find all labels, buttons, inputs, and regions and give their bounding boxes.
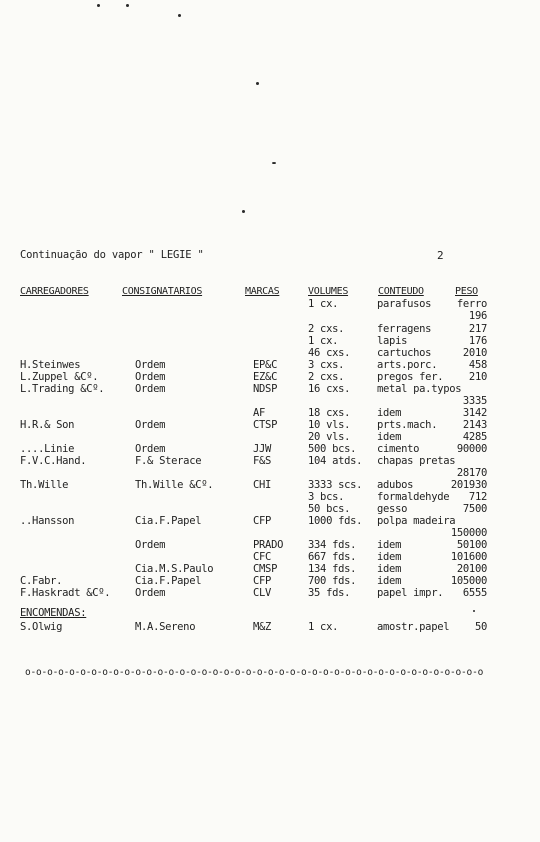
volumes-cell: 104 atds. [308, 455, 363, 467]
conteudo-cell: adubos [377, 479, 414, 491]
peso-cell: 28170 [456, 467, 487, 479]
carregador-cell: F.Haskradt &Cº. [20, 587, 111, 599]
conteudo-cell: lapis [377, 335, 408, 347]
consignatario-cell: Th.Wille &Cº. [135, 479, 214, 491]
marca-cell: CFC [253, 551, 272, 563]
column-header-conteudo: CONTEUDO [378, 286, 424, 297]
consignatario-cell: Cia.M.S.Paulo [135, 563, 214, 575]
consignatario-cell: Ordem [135, 419, 166, 431]
peso-cell: 217 [468, 323, 487, 335]
consignatario-cell: Cia.F.Papel [135, 575, 202, 587]
conteudo-cell: metal pa.typos [377, 383, 462, 395]
carregador-cell: H.Steinwes [20, 359, 81, 371]
volumes-cell: 1000 fds. [308, 515, 363, 527]
marca-cell: CFP [253, 515, 272, 527]
volumes-cell: 46 cxs. [308, 347, 351, 359]
separator-line: o-o-o-o-o-o-o-o-o-o-o-o-o-o-o-o-o-o-o-o-o-o-o-o-o-o-o-o-o-o-o-o-o-o-o-o-o-o-o-o-o-o [25, 667, 484, 678]
peso-cell: 150000 [450, 527, 487, 539]
peso-cell: 712 [468, 491, 487, 503]
peso-cell: 4285 [462, 431, 487, 443]
document-title: Continuação do vapor " LEGIE " [20, 249, 204, 261]
volumes-cell: 1 cx. [308, 298, 339, 310]
column-header-marcas: MARCAS [245, 286, 280, 297]
peso-cell: 20100 [456, 563, 487, 575]
consignatario-cell: Ordem [135, 371, 166, 383]
carregador-cell: L.Trading &Cº. [20, 383, 105, 395]
volumes-cell: 3 cxs. [308, 359, 345, 371]
column-header-volumes: VOLUMES [308, 286, 349, 297]
peso-cell: 210 [468, 371, 487, 383]
marca-cell: EZ&C [253, 371, 278, 383]
peso-cell: 3142 [462, 407, 487, 419]
conteudo-cell: polpa madeira [377, 515, 456, 527]
carregador-cell: H.R.& Son [20, 419, 75, 431]
volumes-cell: 334 fds. [308, 539, 357, 551]
volumes-cell: 700 fds. [308, 575, 357, 587]
volumes-cell: 1 cx. [308, 335, 339, 347]
conteudo-cell: parafusos [377, 298, 432, 310]
consignatario-cell: Ordem [135, 383, 166, 395]
marca-cell: M&Z [253, 621, 272, 633]
peso-cell: 105000 [450, 575, 487, 587]
conteudo-cell: prts.mach. [377, 419, 438, 431]
conteudo-cell: chapas pretas [377, 455, 456, 467]
peso-cell: 7500 [462, 503, 487, 515]
volumes-cell: 1 cx. [308, 621, 339, 633]
conteudo-cell: formaldehyde [377, 491, 450, 503]
volumes-cell: 667 fds. [308, 551, 357, 563]
conteudo-cell: papel impr. [377, 587, 444, 599]
volumes-cell: 10 vls. [308, 419, 351, 431]
page-number: 2 [437, 249, 444, 262]
marca-cell: NDSP [253, 383, 278, 395]
conteudo-cell: cartuchos [377, 347, 432, 359]
peso-cell: 2010 [462, 347, 487, 359]
conteudo-cell: idem [377, 407, 402, 419]
marca-cell: CHI [253, 479, 272, 491]
volumes-cell: 2 cxs. [308, 323, 345, 335]
consignatario-cell: Ordem [135, 587, 166, 599]
carregador-cell: Th.Wille [20, 479, 69, 491]
marca-cell: JJW [253, 443, 272, 455]
carregador-cell: F.V.C.Hand. [20, 455, 87, 467]
peso-cell: 458 [468, 359, 487, 371]
carregador-cell: ENCOMENDAS: [20, 607, 87, 619]
peso-cell: 90000 [456, 443, 487, 455]
column-header-carregadores: CARREGADORES [20, 286, 89, 297]
conteudo-cell: gesso [377, 503, 408, 515]
consignatario-cell: F.& Sterace [135, 455, 202, 467]
conteudo-cell: pregos fer. [377, 371, 444, 383]
volumes-cell: 2 cxs. [308, 371, 345, 383]
marca-cell: F&S [253, 455, 272, 467]
volumes-cell: 20 vls. [308, 431, 351, 443]
peso-cell: 2143 [462, 419, 487, 431]
volumes-cell: 3333 scs. [308, 479, 363, 491]
peso-cell: 176 [468, 335, 487, 347]
consignatario-cell: M.A.Sereno [135, 621, 196, 633]
consignatario-cell: Ordem [135, 359, 166, 371]
carregador-cell: C.Fabr. [20, 575, 63, 587]
conteudo-cell: ferragens [377, 323, 432, 335]
volumes-cell: 16 cxs. [308, 383, 351, 395]
peso-cell: ferro [456, 298, 487, 310]
volumes-cell: 18 cxs. [308, 407, 351, 419]
consignatario-cell: Ordem [135, 539, 166, 551]
carregador-cell: ....Linie [20, 443, 75, 455]
peso-cell: 101600 [450, 551, 487, 563]
peso-cell: 50 [474, 621, 487, 633]
conteudo-cell: arts.porc. [377, 359, 438, 371]
marca-cell: EP&C [253, 359, 278, 371]
carregador-cell: S.Olwig [20, 621, 63, 633]
conteudo-cell: idem [377, 539, 402, 551]
conteudo-cell: idem [377, 431, 402, 443]
conteudo-cell: idem [377, 551, 402, 563]
conteudo-cell: amostr.papel [377, 621, 450, 633]
volumes-cell: 35 fds. [308, 587, 351, 599]
marca-cell: CMSP [253, 563, 278, 575]
carregador-cell: L.Zuppel &Cº. [20, 371, 99, 383]
marca-cell: PRADO [253, 539, 284, 551]
column-header-consignatarios: CONSIGNATARIOS [122, 286, 203, 297]
volumes-cell: 50 bcs. [308, 503, 351, 515]
conteudo-cell: idem [377, 575, 402, 587]
consignatario-cell: Ordem [135, 443, 166, 455]
peso-cell: 50100 [456, 539, 487, 551]
peso-cell: 3335 [462, 395, 487, 407]
marca-cell: AF [253, 407, 266, 419]
column-header-peso: PESO [455, 286, 478, 297]
marca-cell: CTSP [253, 419, 278, 431]
carregador-cell: ..Hansson [20, 515, 75, 527]
marca-cell: CFP [253, 575, 272, 587]
conteudo-cell: cimento [377, 443, 420, 455]
marca-cell: CLV [253, 587, 272, 599]
volumes-cell: 500 bcs. [308, 443, 357, 455]
volumes-cell: 134 fds. [308, 563, 357, 575]
conteudo-cell: idem [377, 563, 402, 575]
peso-cell: 6555 [462, 587, 487, 599]
consignatario-cell: Cia.F.Papel [135, 515, 202, 527]
volumes-cell: 3 bcs. [308, 491, 345, 503]
peso-cell: 201930 [450, 479, 487, 491]
peso-cell: 196 [468, 310, 487, 322]
